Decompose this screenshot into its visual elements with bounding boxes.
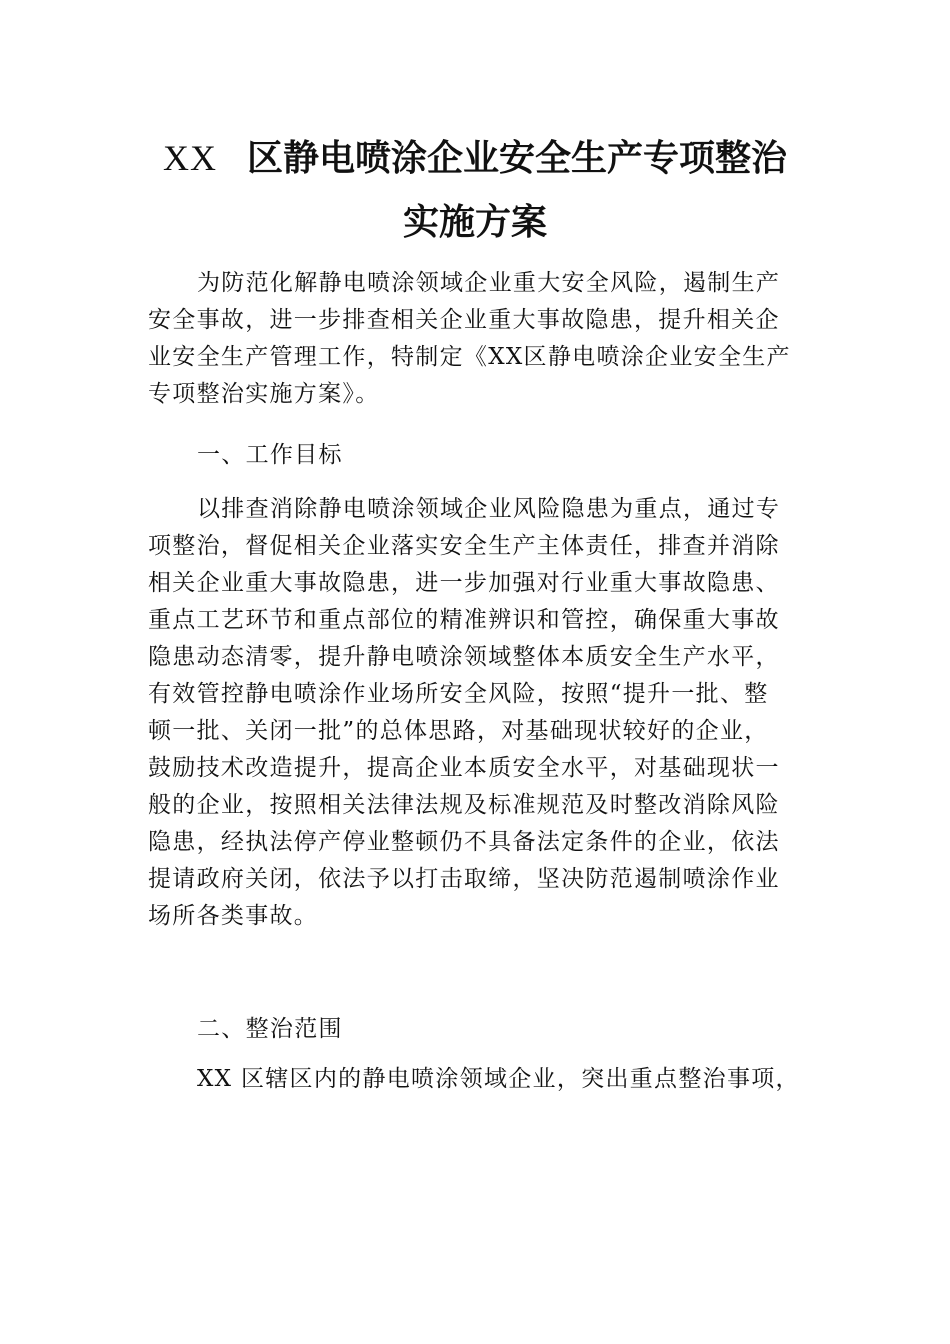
paragraph-line: 有效管控静电喷涂作业场所安全风险，按照“提升一批、整 (148, 681, 769, 707)
section-heading-scope (148, 1011, 804, 1048)
section-heading-goals (148, 437, 804, 474)
paragraph-line: 业安全生产管理工作，特制定《XX区静电喷涂企业安全生产 (148, 344, 791, 370)
paragraph-line: 顿一批、关闭一批”的总体思路，对基础现状较好的企业， (148, 718, 769, 744)
goals-paragraph (148, 491, 804, 935)
document-title-line2: 实施方案 (402, 202, 547, 243)
paragraph-line: 项整治，督促相关企业落实安全生产主体责任，排查并消除 (148, 533, 780, 559)
paragraph-line: 为防范化解静电喷涂领域企业重大安全风险，遏制生产 (197, 270, 781, 296)
paragraph-line: 场所各类事故。 (148, 903, 319, 929)
paragraph-line: 以排查消除静电喷涂领域企业风险隐患为重点，通过专 (197, 496, 781, 522)
paragraph-line: 般的企业，按照相关法律法规及标准规范及时整改消除风险 (148, 792, 780, 818)
paragraph-line: 隐患动态清零，提升静电喷涂领域整体本质安全生产水平， (148, 644, 780, 670)
document-title-line1 (148, 138, 802, 179)
intro-paragraph (148, 265, 804, 413)
title-main: 区静电喷涂企业安全生产专项整治 (246, 138, 787, 179)
paragraph-line: 鼓励技术改造提升，提高企业本质安全水平，对基础现状一 (148, 755, 780, 781)
section-heading-text: 二、整治范围 (197, 1016, 343, 1042)
paragraph-line: 提请政府关闭，依法予以打击取缔，坚决防范遏制喷涂作业 (148, 866, 780, 892)
paragraph-line: 隐患，经执法停产停业整顿仍不具备法定条件的企业，依法 (148, 829, 780, 855)
paragraph-line: XX 区辖区内的静电喷涂领域企业，突出重点整治事项， (197, 1066, 800, 1092)
title-prefix: XX (162, 138, 217, 178)
paragraph-line: 重点工艺环节和重点部位的精准辨识和管控，确保重大事故 (148, 607, 780, 633)
paragraph-line: 相关企业重大事故隐患，进一步加强对行业重大事故隐患、 (148, 570, 780, 596)
scope-paragraph (148, 1061, 804, 1098)
section-heading-text: 一、工作目标 (197, 442, 343, 468)
paragraph-line: 专项整治实施方案》。 (148, 381, 380, 407)
paragraph-line: 安全事故，进一步排查相关企业重大事故隐患，提升相关企 (148, 307, 780, 333)
